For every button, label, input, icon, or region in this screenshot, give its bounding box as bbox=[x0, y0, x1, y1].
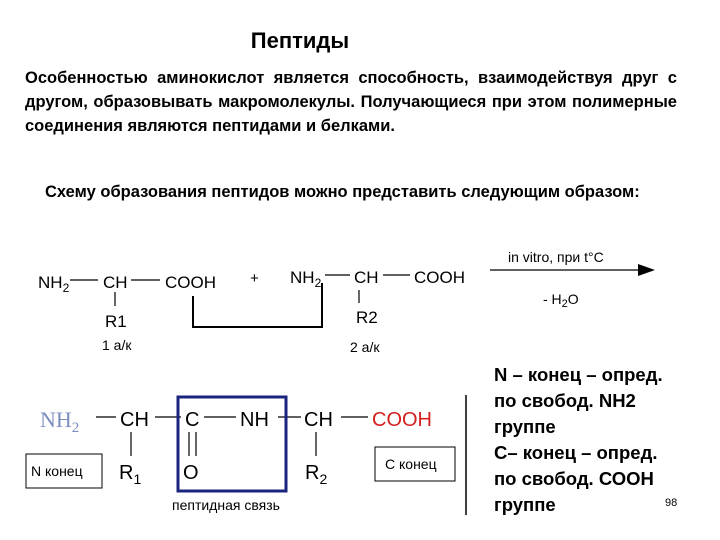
product-r2: $R_2$ bbox=[305, 462, 328, 487]
c-end-label: С конец bbox=[385, 456, 437, 472]
product-r1: $R_1$ bbox=[119, 462, 142, 487]
page-title: Пептиды bbox=[250, 28, 350, 53]
reaction-byproduct: - $H_2O$ bbox=[543, 291, 579, 310]
product-nh2: $NH_2$ bbox=[40, 407, 80, 436]
note-line: группе bbox=[494, 494, 556, 515]
note-line: группе bbox=[494, 416, 556, 437]
product-cooh: COOH bbox=[372, 409, 432, 431]
aa1-caption: 1 а/к bbox=[102, 337, 132, 353]
note-line: N – конец – опред. bbox=[494, 364, 663, 385]
aa2-ch: CH bbox=[354, 268, 379, 287]
reaction-condition: in vitro, при t°C bbox=[508, 249, 604, 265]
product-c: C bbox=[185, 409, 200, 431]
product-ch1: CH bbox=[120, 409, 149, 431]
aa2-cooh: COOH bbox=[414, 268, 465, 287]
plus-sign: + bbox=[250, 270, 259, 287]
end-notes bbox=[494, 362, 714, 518]
aa1-r: R1 bbox=[105, 312, 127, 331]
aa1-cooh: COOH bbox=[165, 273, 216, 292]
aa2-caption: 2 а/к bbox=[350, 339, 380, 355]
note-line: по свобод. СООН bbox=[494, 468, 654, 489]
product-ch2: CH bbox=[304, 409, 333, 431]
intro-paragraph: Особенностью аминокислот является способность, взаимодействуя друг с другом, образовывать макромолекулы. Получающиеся при этом полимерные соединения являются пептидами и белками. bbox=[25, 69, 677, 135]
aa2-r: R2 bbox=[356, 308, 378, 327]
peptide-bond-label: пептидная связь bbox=[172, 497, 280, 513]
aa1-ch: CH bbox=[103, 273, 128, 292]
scheme-intro: Схему образования пептидов можно представить следующим образом: bbox=[45, 183, 640, 201]
note-line: по свобод. NH2 bbox=[494, 390, 636, 411]
n-end-label: N конец bbox=[31, 463, 83, 479]
note-line: С– конец – опред. bbox=[494, 442, 658, 463]
aa2-nh2: $NH_2$ bbox=[290, 268, 322, 290]
reaction-arrowhead bbox=[638, 264, 655, 276]
aa1-nh2: $NH_2$ bbox=[38, 273, 70, 295]
product-o: O bbox=[183, 462, 199, 484]
product-nh: NH bbox=[240, 409, 269, 431]
page-number: 98 bbox=[665, 497, 678, 509]
